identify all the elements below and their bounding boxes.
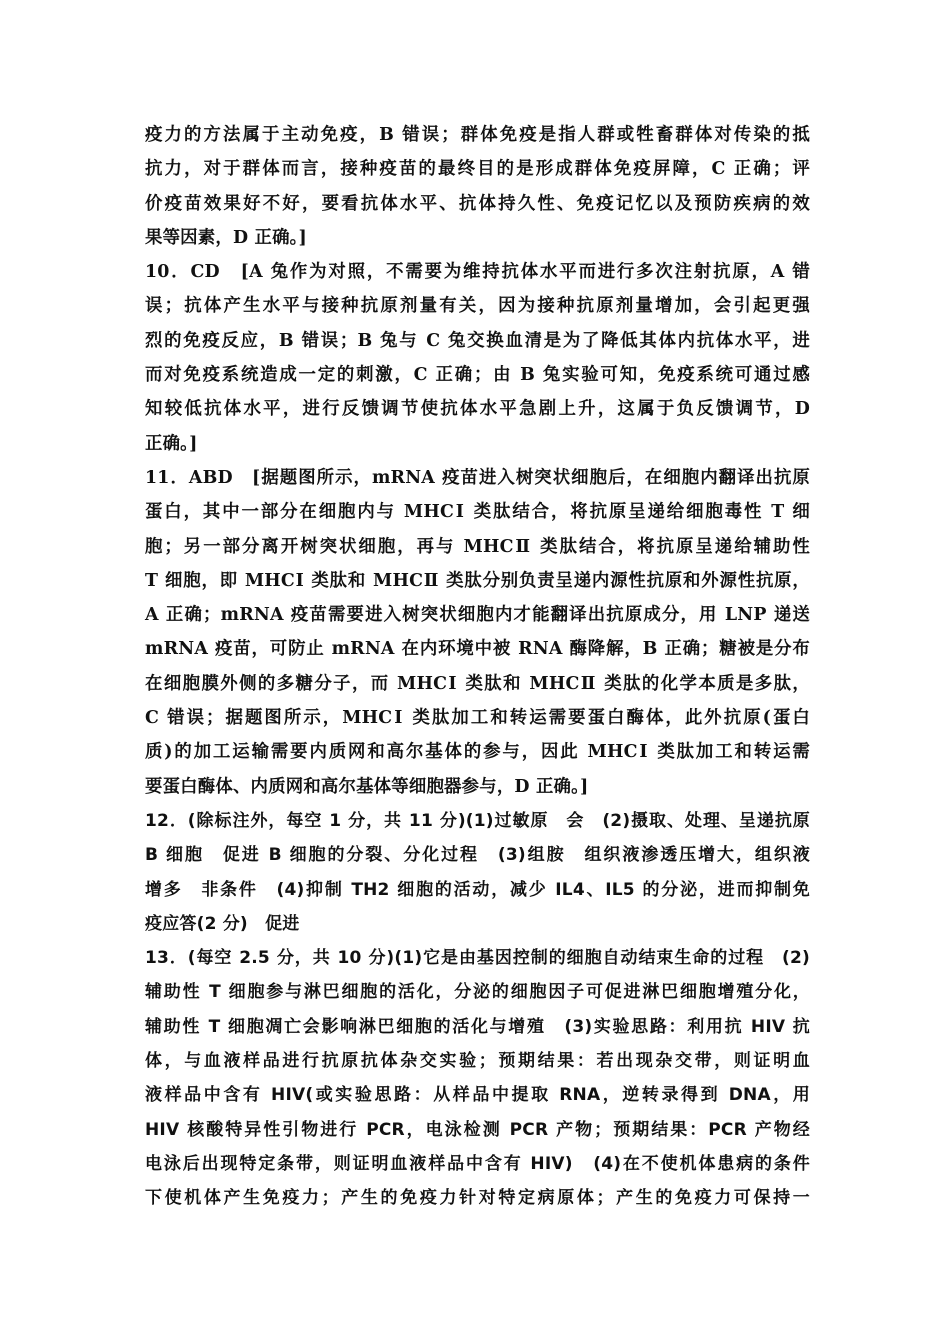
text-line: 误；抗体产生水平与接种抗原剂量有关，因为接种抗原剂量增加，会引起更强 bbox=[145, 296, 810, 317]
text-line: 果等因素，D 正确。] bbox=[145, 227, 307, 248]
text-line: A 正确；mRNA 疫苗需要进入树突状细胞内才能翻译出抗原成分，用 LNP 递送 bbox=[145, 605, 810, 626]
text-line: 在细胞膜外侧的多糖分子，而 MHCⅠ 类肽和 MHCⅡ 类肽的化学本质是多肽， bbox=[145, 673, 810, 694]
text-line: 知较低抗体水平，进行反馈调节使抗体水平急剧上升，这属于负反馈调节，D bbox=[145, 399, 810, 420]
text-line: 电泳后出现特定条带，则证明血液样品中含有 HIV) (4)在不使机体患病的条件 bbox=[145, 1153, 810, 1174]
text-line: 10．CD [A 兔作为对照，不需要为维持抗体水平而进行多次注射抗原，A 错 bbox=[145, 262, 810, 283]
text-line: 要蛋白酶体、内质网和高尔基体等细胞器参与，D 正确。] bbox=[145, 776, 589, 797]
text-line: 12．(除标注外，每空 1 分，共 11 分)(1)过敏原 会 (2)摄取、处理、呈递抗原 bbox=[145, 810, 810, 831]
text-line: C 错误；据题图所示，MHCⅠ 类肽加工和转运需要蛋白酶体，此外抗原(蛋白 bbox=[145, 708, 810, 729]
text-line: B 细胞 促进 B 细胞的分裂、分化过程 (3)组胺 组织液渗透压增大，组织液 bbox=[145, 845, 810, 866]
text-line: 质)的加工运输需要内质网和高尔基体的参与，因此 MHCⅠ 类肽加工和转运需 bbox=[145, 742, 810, 763]
text-line: mRNA 疫苗，可防止 mRNA 在内环境中被 RNA 酶降解，B 正确；糖被是分布 bbox=[145, 639, 810, 660]
text-line: 烈的免疫反应，B 错误；B 兔与 C 兔交换血清是为了降低其体内抗体水平，进 bbox=[145, 330, 810, 351]
answer-text-body bbox=[145, 118, 810, 1216]
text-line: 价疫苗效果好不好，要看抗体水平、抗体持久性、免疫记忆以及预防疾病的效 bbox=[145, 193, 810, 214]
text-line: 13．(每空 2.5 分，共 10 分)(1)它是由基因控制的细胞自动结束生命的过程 (2) bbox=[145, 948, 810, 969]
text-line: 而对免疫系统造成一定的刺激，C 正确；由 B 兔实验可知，免疫系统可通过感 bbox=[145, 365, 810, 386]
text-line: 增多 非条件 (4)抑制 TH2 细胞的活动，减少 IL4、IL5 的分泌，进而抑制免 bbox=[145, 879, 810, 900]
text-line: 辅助性 T 细胞凋亡会影响淋巴细胞的活化与增殖 (3)实验思路：利用抗 HIV 抗 bbox=[145, 1016, 810, 1037]
text-line: 疫应答(2 分) 促进 bbox=[145, 913, 300, 934]
text-line: 体，与血液样品进行抗原抗体杂交实验；预期结果：若出现杂交带，则证明血 bbox=[145, 1051, 810, 1072]
text-line: T 细胞，即 MHCⅠ 类肽和 MHCⅡ 类肽分别负责呈递内源性抗原和外源性抗原， bbox=[145, 570, 810, 591]
text-line: 蛋白，其中一部分在细胞内与 MHCⅠ 类肽结合，将抗原呈递给细胞毒性 T 细 bbox=[145, 502, 810, 523]
text-line: 胞；另一部分离开树突状细胞，再与 MHCⅡ 类肽结合，将抗原呈递给辅助性 bbox=[145, 536, 810, 557]
text-line: 液样品中含有 HIV(或实验思路：从样品中提取 RNA，逆转录得到 DNA，用 bbox=[145, 1085, 810, 1106]
text-line: 正确。] bbox=[145, 433, 198, 454]
text-line: 下使机体产生免疫力；产生的免疫力针对特定病原体；产生的免疫力可保持一 bbox=[145, 1188, 810, 1209]
text-line: 辅助性 T 细胞参与淋巴细胞的活化，分泌的细胞因子可促进淋巴细胞增殖分化， bbox=[145, 982, 810, 1003]
text-line: 疫力的方法属于主动免疫，B 错误；群体免疫是指人群或牲畜群体对传染的抵 bbox=[145, 125, 810, 145]
text-line: HIV 核酸特异性引物进行 PCR，电泳检测 PCR 产物；预期结果：PCR 产物经 bbox=[145, 1119, 810, 1140]
text-line: 11．ABD [据题图所示，mRNA 疫苗进入树突状细胞后，在细胞内翻译出抗原 bbox=[145, 467, 810, 488]
text-line: 抗力，对于群体而言，接种疫苗的最终目的是形成群体免疫屏障，C 正确；评 bbox=[145, 159, 810, 180]
